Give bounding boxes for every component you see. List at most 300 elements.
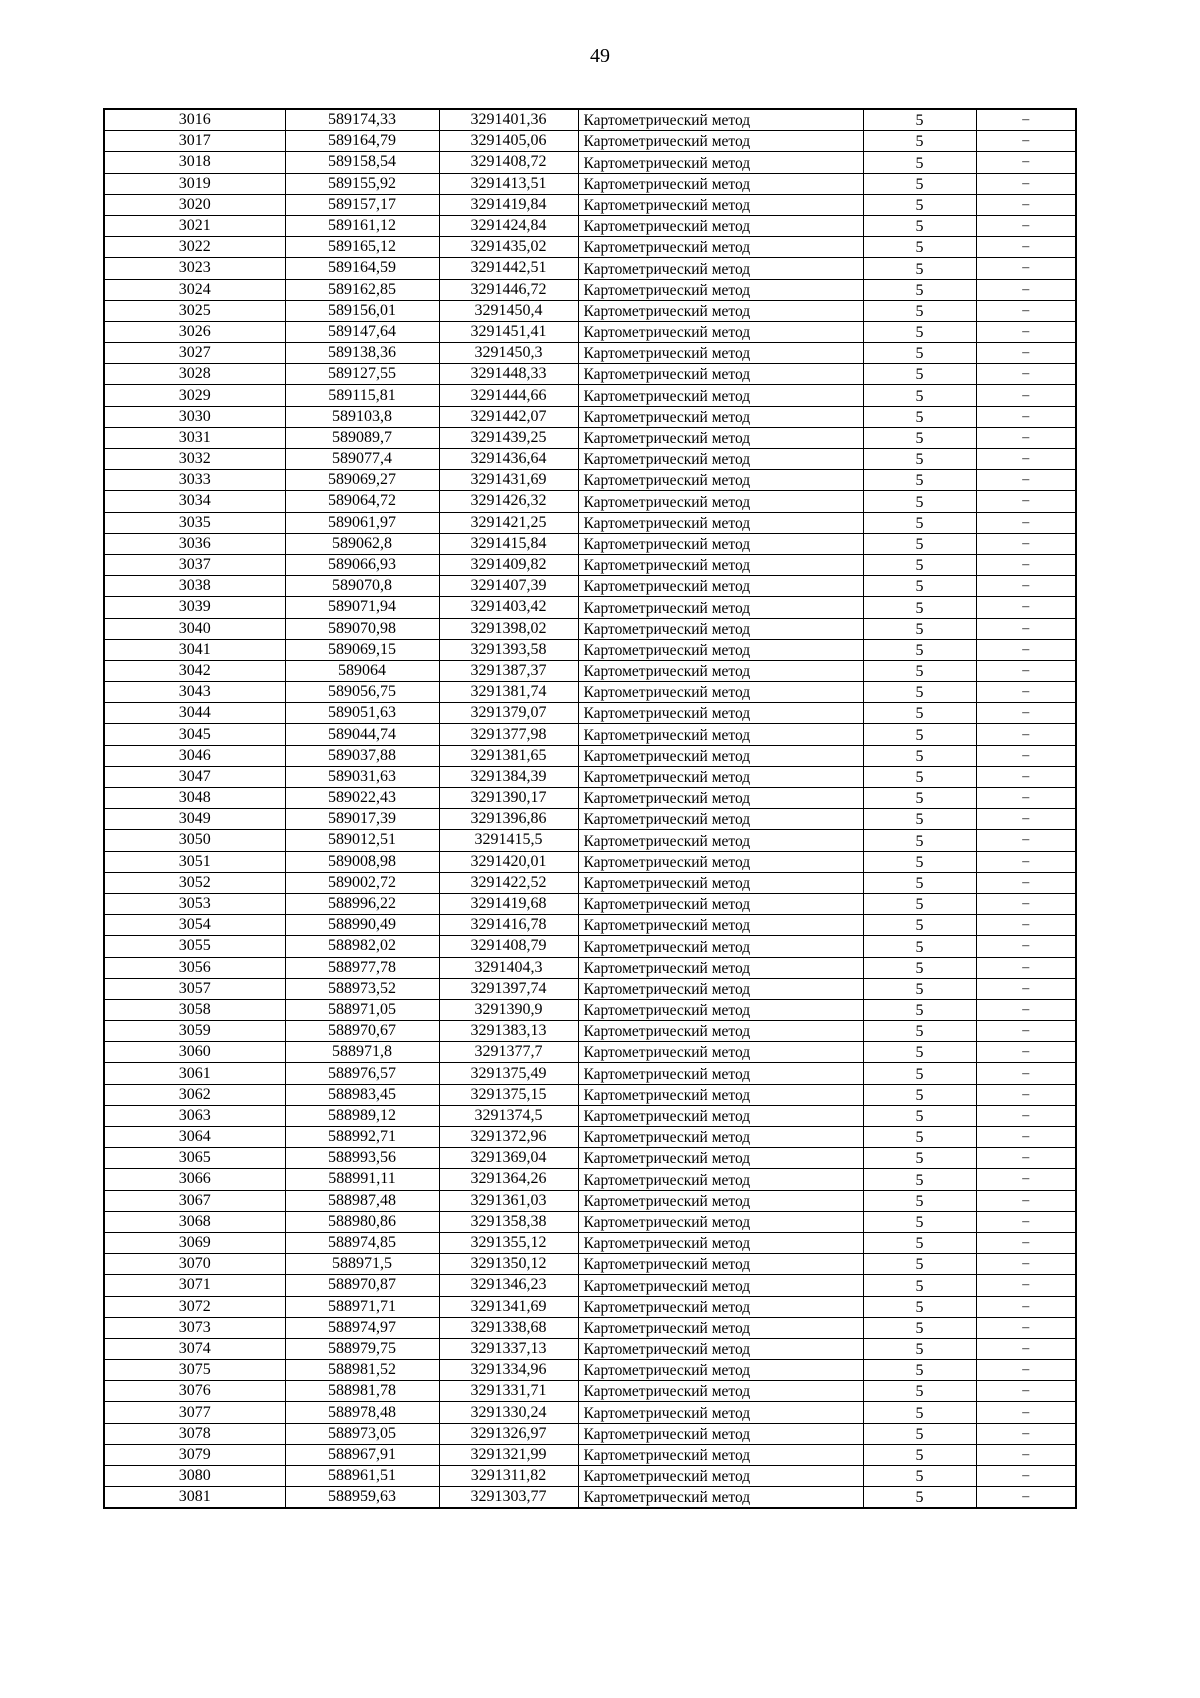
accuracy-cell: 5 xyxy=(863,364,976,385)
accuracy-cell: 5 xyxy=(863,618,976,639)
y-coordinate-cell: 3291372,96 xyxy=(439,1127,578,1148)
accuracy-cell: 5 xyxy=(863,406,976,427)
method-cell: Картометрический метод xyxy=(578,109,863,131)
y-coordinate-cell: 3291384,39 xyxy=(439,766,578,787)
y-coordinate-cell: 3291448,33 xyxy=(439,364,578,385)
table-row xyxy=(104,385,1076,406)
x-coordinate-cell: 588978,48 xyxy=(285,1402,439,1423)
method-cell: Картометрический метод xyxy=(578,554,863,575)
point-number-cell: 3060 xyxy=(104,1042,285,1063)
note-cell: – xyxy=(976,533,1076,554)
page-number: 49 xyxy=(590,45,610,67)
point-number-cell: 3077 xyxy=(104,1402,285,1423)
table-row xyxy=(104,1254,1076,1275)
note-cell: – xyxy=(976,597,1076,618)
x-coordinate-cell: 589070,8 xyxy=(285,576,439,597)
table-row xyxy=(104,1360,1076,1381)
y-coordinate-cell: 3291420,01 xyxy=(439,851,578,872)
note-cell: – xyxy=(976,237,1076,258)
point-number-cell: 3067 xyxy=(104,1190,285,1211)
x-coordinate-cell: 588982,02 xyxy=(285,936,439,957)
table-row xyxy=(104,999,1076,1020)
point-number-cell: 3053 xyxy=(104,893,285,914)
accuracy-cell: 5 xyxy=(863,1317,976,1338)
point-number-cell: 3041 xyxy=(104,639,285,660)
x-coordinate-cell: 588992,71 xyxy=(285,1127,439,1148)
table-row xyxy=(104,1190,1076,1211)
method-cell: Картометрический метод xyxy=(578,279,863,300)
y-coordinate-cell: 3291419,84 xyxy=(439,194,578,215)
table-row xyxy=(104,1063,1076,1084)
point-number-cell: 3081 xyxy=(104,1487,285,1509)
table-row xyxy=(104,660,1076,681)
method-cell: Картометрический метод xyxy=(578,449,863,470)
point-number-cell: 3080 xyxy=(104,1466,285,1487)
note-cell: – xyxy=(976,321,1076,342)
x-coordinate-cell: 589017,39 xyxy=(285,809,439,830)
accuracy-cell: 5 xyxy=(863,1211,976,1232)
accuracy-cell: 5 xyxy=(863,766,976,787)
accuracy-cell: 5 xyxy=(863,1381,976,1402)
accuracy-cell: 5 xyxy=(863,639,976,660)
x-coordinate-cell: 589174,33 xyxy=(285,109,439,131)
point-number-cell: 3031 xyxy=(104,427,285,448)
accuracy-cell: 5 xyxy=(863,533,976,554)
note-cell: – xyxy=(976,1148,1076,1169)
point-number-cell: 3039 xyxy=(104,597,285,618)
note-cell: – xyxy=(976,554,1076,575)
point-number-cell: 3072 xyxy=(104,1296,285,1317)
table-row xyxy=(104,1211,1076,1232)
point-number-cell: 3045 xyxy=(104,724,285,745)
x-coordinate-cell: 589031,63 xyxy=(285,766,439,787)
point-number-cell: 3063 xyxy=(104,1105,285,1126)
x-coordinate-cell: 589138,36 xyxy=(285,343,439,364)
point-number-cell: 3032 xyxy=(104,449,285,470)
point-number-cell: 3046 xyxy=(104,745,285,766)
accuracy-cell: 5 xyxy=(863,872,976,893)
method-cell: Картометрический метод xyxy=(578,724,863,745)
method-cell: Картометрический метод xyxy=(578,1211,863,1232)
x-coordinate-cell: 589071,94 xyxy=(285,597,439,618)
point-number-cell: 3021 xyxy=(104,215,285,236)
x-coordinate-cell: 589022,43 xyxy=(285,788,439,809)
y-coordinate-cell: 3291451,41 xyxy=(439,321,578,342)
y-coordinate-cell: 3291431,69 xyxy=(439,470,578,491)
method-cell: Картометрический метод xyxy=(578,237,863,258)
x-coordinate-cell: 589158,54 xyxy=(285,152,439,173)
y-coordinate-cell: 3291436,64 xyxy=(439,449,578,470)
note-cell: – xyxy=(976,1444,1076,1465)
method-cell: Картометрический метод xyxy=(578,978,863,999)
point-number-cell: 3055 xyxy=(104,936,285,957)
note-cell: – xyxy=(976,1423,1076,1444)
point-number-cell: 3069 xyxy=(104,1232,285,1253)
x-coordinate-cell: 589051,63 xyxy=(285,703,439,724)
note-cell: – xyxy=(976,1338,1076,1359)
y-coordinate-cell: 3291439,25 xyxy=(439,427,578,448)
note-cell: – xyxy=(976,618,1076,639)
table-row xyxy=(104,1402,1076,1423)
method-cell: Картометрический метод xyxy=(578,491,863,512)
method-cell: Картометрический метод xyxy=(578,427,863,448)
table-row xyxy=(104,1148,1076,1169)
x-coordinate-cell: 589061,97 xyxy=(285,512,439,533)
table-row xyxy=(104,321,1076,342)
method-cell: Картометрический метод xyxy=(578,809,863,830)
x-coordinate-cell: 588981,78 xyxy=(285,1381,439,1402)
point-number-cell: 3050 xyxy=(104,830,285,851)
accuracy-cell: 5 xyxy=(863,109,976,131)
accuracy-cell: 5 xyxy=(863,152,976,173)
accuracy-cell: 5 xyxy=(863,1105,976,1126)
x-coordinate-cell: 588989,12 xyxy=(285,1105,439,1126)
note-cell: – xyxy=(976,1402,1076,1423)
accuracy-cell: 5 xyxy=(863,957,976,978)
note-cell: – xyxy=(976,1105,1076,1126)
note-cell: – xyxy=(976,109,1076,131)
table-row xyxy=(104,1487,1076,1509)
coordinates-table-body xyxy=(104,109,1076,1508)
method-cell: Картометрический метод xyxy=(578,830,863,851)
table-row xyxy=(104,851,1076,872)
note-cell: – xyxy=(976,1232,1076,1253)
accuracy-cell: 5 xyxy=(863,1127,976,1148)
point-number-cell: 3078 xyxy=(104,1423,285,1444)
table-row xyxy=(104,152,1076,173)
method-cell: Картометрический метод xyxy=(578,872,863,893)
point-number-cell: 3065 xyxy=(104,1148,285,1169)
accuracy-cell: 5 xyxy=(863,745,976,766)
x-coordinate-cell: 588990,49 xyxy=(285,915,439,936)
x-coordinate-cell: 589064 xyxy=(285,660,439,681)
method-cell: Картометрический метод xyxy=(578,1127,863,1148)
method-cell: Картометрический метод xyxy=(578,851,863,872)
table-row xyxy=(104,893,1076,914)
accuracy-cell: 5 xyxy=(863,724,976,745)
y-coordinate-cell: 3291408,79 xyxy=(439,936,578,957)
point-number-cell: 3048 xyxy=(104,788,285,809)
note-cell: – xyxy=(976,1254,1076,1275)
y-coordinate-cell: 3291397,74 xyxy=(439,978,578,999)
y-coordinate-cell: 3291442,51 xyxy=(439,258,578,279)
y-coordinate-cell: 3291379,07 xyxy=(439,703,578,724)
table-row xyxy=(104,639,1076,660)
note-cell: – xyxy=(976,1381,1076,1402)
y-coordinate-cell: 3291413,51 xyxy=(439,173,578,194)
x-coordinate-cell: 588970,87 xyxy=(285,1275,439,1296)
accuracy-cell: 5 xyxy=(863,1360,976,1381)
note-cell: – xyxy=(976,364,1076,385)
x-coordinate-cell: 588991,11 xyxy=(285,1169,439,1190)
method-cell: Картометрический метод xyxy=(578,1042,863,1063)
method-cell: Картометрический метод xyxy=(578,385,863,406)
y-coordinate-cell: 3291374,5 xyxy=(439,1105,578,1126)
y-coordinate-cell: 3291407,39 xyxy=(439,576,578,597)
x-coordinate-cell: 588970,67 xyxy=(285,1021,439,1042)
point-number-cell: 3076 xyxy=(104,1381,285,1402)
y-coordinate-cell: 3291321,99 xyxy=(439,1444,578,1465)
accuracy-cell: 5 xyxy=(863,851,976,872)
method-cell: Картометрический метод xyxy=(578,321,863,342)
note-cell: – xyxy=(976,682,1076,703)
note-cell: – xyxy=(976,385,1076,406)
accuracy-cell: 5 xyxy=(863,215,976,236)
table-row xyxy=(104,512,1076,533)
y-coordinate-cell: 3291390,17 xyxy=(439,788,578,809)
y-coordinate-cell: 3291396,86 xyxy=(439,809,578,830)
method-cell: Картометрический метод xyxy=(578,1381,863,1402)
y-coordinate-cell: 3291450,4 xyxy=(439,300,578,321)
note-cell: – xyxy=(976,915,1076,936)
table-row xyxy=(104,597,1076,618)
method-cell: Картометрический метод xyxy=(578,682,863,703)
accuracy-cell: 5 xyxy=(863,279,976,300)
y-coordinate-cell: 3291424,84 xyxy=(439,215,578,236)
point-number-cell: 3059 xyxy=(104,1021,285,1042)
accuracy-cell: 5 xyxy=(863,194,976,215)
note-cell: – xyxy=(976,745,1076,766)
method-cell: Картометрический метод xyxy=(578,533,863,554)
y-coordinate-cell: 3291338,68 xyxy=(439,1317,578,1338)
x-coordinate-cell: 588971,5 xyxy=(285,1254,439,1275)
note-cell: – xyxy=(976,1169,1076,1190)
method-cell: Картометрический метод xyxy=(578,194,863,215)
note-cell: – xyxy=(976,470,1076,491)
table-row xyxy=(104,1042,1076,1063)
note-cell: – xyxy=(976,215,1076,236)
method-cell: Картометрический метод xyxy=(578,1105,863,1126)
table-row xyxy=(104,957,1076,978)
note-cell: – xyxy=(976,978,1076,999)
x-coordinate-cell: 588973,52 xyxy=(285,978,439,999)
note-cell: – xyxy=(976,1084,1076,1105)
method-cell: Картометрический метод xyxy=(578,703,863,724)
accuracy-cell: 5 xyxy=(863,809,976,830)
y-coordinate-cell: 3291403,42 xyxy=(439,597,578,618)
point-number-cell: 3062 xyxy=(104,1084,285,1105)
y-coordinate-cell: 3291381,74 xyxy=(439,682,578,703)
note-cell: – xyxy=(976,809,1076,830)
table-row xyxy=(104,978,1076,999)
table-row xyxy=(104,1444,1076,1465)
table-row xyxy=(104,343,1076,364)
table-row xyxy=(104,576,1076,597)
point-number-cell: 3023 xyxy=(104,258,285,279)
accuracy-cell: 5 xyxy=(863,491,976,512)
accuracy-cell: 5 xyxy=(863,1296,976,1317)
method-cell: Картометрический метод xyxy=(578,152,863,173)
note-cell: – xyxy=(976,491,1076,512)
y-coordinate-cell: 3291334,96 xyxy=(439,1360,578,1381)
method-cell: Картометрический метод xyxy=(578,936,863,957)
note-cell: – xyxy=(976,766,1076,787)
point-number-cell: 3043 xyxy=(104,682,285,703)
method-cell: Картометрический метод xyxy=(578,1466,863,1487)
accuracy-cell: 5 xyxy=(863,1063,976,1084)
y-coordinate-cell: 3291383,13 xyxy=(439,1021,578,1042)
accuracy-cell: 5 xyxy=(863,1148,976,1169)
table-row xyxy=(104,724,1076,745)
x-coordinate-cell: 589162,85 xyxy=(285,279,439,300)
y-coordinate-cell: 3291405,06 xyxy=(439,131,578,152)
x-coordinate-cell: 588971,8 xyxy=(285,1042,439,1063)
point-number-cell: 3029 xyxy=(104,385,285,406)
x-coordinate-cell: 589056,75 xyxy=(285,682,439,703)
method-cell: Картометрический метод xyxy=(578,766,863,787)
table-row xyxy=(104,258,1076,279)
point-number-cell: 3064 xyxy=(104,1127,285,1148)
table-row xyxy=(104,109,1076,131)
accuracy-cell: 5 xyxy=(863,237,976,258)
accuracy-cell: 5 xyxy=(863,385,976,406)
method-cell: Картометрический метод xyxy=(578,258,863,279)
x-coordinate-cell: 589164,59 xyxy=(285,258,439,279)
y-coordinate-cell: 3291337,13 xyxy=(439,1338,578,1359)
method-cell: Картометрический метод xyxy=(578,1254,863,1275)
y-coordinate-cell: 3291346,23 xyxy=(439,1275,578,1296)
accuracy-cell: 5 xyxy=(863,703,976,724)
table-row xyxy=(104,1021,1076,1042)
x-coordinate-cell: 588974,97 xyxy=(285,1317,439,1338)
method-cell: Картометрический метод xyxy=(578,576,863,597)
y-coordinate-cell: 3291326,97 xyxy=(439,1423,578,1444)
accuracy-cell: 5 xyxy=(863,682,976,703)
table-row xyxy=(104,936,1076,957)
method-cell: Картометрический метод xyxy=(578,1063,863,1084)
point-number-cell: 3022 xyxy=(104,237,285,258)
point-number-cell: 3066 xyxy=(104,1169,285,1190)
accuracy-cell: 5 xyxy=(863,576,976,597)
y-coordinate-cell: 3291421,25 xyxy=(439,512,578,533)
method-cell: Картометрический метод xyxy=(578,364,863,385)
y-coordinate-cell: 3291387,37 xyxy=(439,660,578,681)
x-coordinate-cell: 589077,4 xyxy=(285,449,439,470)
note-cell: – xyxy=(976,279,1076,300)
point-number-cell: 3027 xyxy=(104,343,285,364)
method-cell: Картометрический метод xyxy=(578,957,863,978)
y-coordinate-cell: 3291398,02 xyxy=(439,618,578,639)
y-coordinate-cell: 3291422,52 xyxy=(439,872,578,893)
accuracy-cell: 5 xyxy=(863,915,976,936)
point-number-cell: 3051 xyxy=(104,851,285,872)
y-coordinate-cell: 3291393,58 xyxy=(439,639,578,660)
point-number-cell: 3019 xyxy=(104,173,285,194)
y-coordinate-cell: 3291331,71 xyxy=(439,1381,578,1402)
method-cell: Картометрический метод xyxy=(578,1317,863,1338)
accuracy-cell: 5 xyxy=(863,597,976,618)
table-row xyxy=(104,427,1076,448)
table-row xyxy=(104,830,1076,851)
table-row xyxy=(104,745,1076,766)
point-number-cell: 3071 xyxy=(104,1275,285,1296)
accuracy-cell: 5 xyxy=(863,1232,976,1253)
accuracy-cell: 5 xyxy=(863,893,976,914)
method-cell: Картометрический метод xyxy=(578,300,863,321)
table-row xyxy=(104,279,1076,300)
note-cell: – xyxy=(976,194,1076,215)
accuracy-cell: 5 xyxy=(863,1254,976,1275)
accuracy-cell: 5 xyxy=(863,1021,976,1042)
note-cell: – xyxy=(976,851,1076,872)
accuracy-cell: 5 xyxy=(863,1487,976,1509)
accuracy-cell: 5 xyxy=(863,258,976,279)
x-coordinate-cell: 589044,74 xyxy=(285,724,439,745)
accuracy-cell: 5 xyxy=(863,321,976,342)
y-coordinate-cell: 3291408,72 xyxy=(439,152,578,173)
point-number-cell: 3036 xyxy=(104,533,285,554)
x-coordinate-cell: 589064,72 xyxy=(285,491,439,512)
note-cell: – xyxy=(976,449,1076,470)
table-row xyxy=(104,449,1076,470)
note-cell: – xyxy=(976,152,1076,173)
note-cell: – xyxy=(976,406,1076,427)
table-row xyxy=(104,1338,1076,1359)
accuracy-cell: 5 xyxy=(863,1423,976,1444)
table-row xyxy=(104,809,1076,830)
method-cell: Картометрический метод xyxy=(578,1232,863,1253)
y-coordinate-cell: 3291358,38 xyxy=(439,1211,578,1232)
accuracy-cell: 5 xyxy=(863,999,976,1020)
x-coordinate-cell: 589161,12 xyxy=(285,215,439,236)
point-number-cell: 3047 xyxy=(104,766,285,787)
y-coordinate-cell: 3291364,26 xyxy=(439,1169,578,1190)
accuracy-cell: 5 xyxy=(863,936,976,957)
note-cell: – xyxy=(976,173,1076,194)
y-coordinate-cell: 3291311,82 xyxy=(439,1466,578,1487)
note-cell: – xyxy=(976,1317,1076,1338)
note-cell: – xyxy=(976,1360,1076,1381)
point-number-cell: 3040 xyxy=(104,618,285,639)
method-cell: Картометрический метод xyxy=(578,1084,863,1105)
accuracy-cell: 5 xyxy=(863,830,976,851)
x-coordinate-cell: 589103,8 xyxy=(285,406,439,427)
x-coordinate-cell: 589069,15 xyxy=(285,639,439,660)
method-cell: Картометрический метод xyxy=(578,173,863,194)
x-coordinate-cell: 589147,64 xyxy=(285,321,439,342)
x-coordinate-cell: 589012,51 xyxy=(285,830,439,851)
accuracy-cell: 5 xyxy=(863,343,976,364)
accuracy-cell: 5 xyxy=(863,1042,976,1063)
y-coordinate-cell: 3291409,82 xyxy=(439,554,578,575)
accuracy-cell: 5 xyxy=(863,1444,976,1465)
method-cell: Картометрический метод xyxy=(578,1338,863,1359)
method-cell: Картометрический метод xyxy=(578,1148,863,1169)
accuracy-cell: 5 xyxy=(863,300,976,321)
note-cell: – xyxy=(976,724,1076,745)
method-cell: Картометрический метод xyxy=(578,406,863,427)
x-coordinate-cell: 588981,52 xyxy=(285,1360,439,1381)
point-number-cell: 3058 xyxy=(104,999,285,1020)
x-coordinate-cell: 588971,71 xyxy=(285,1296,439,1317)
point-number-cell: 3020 xyxy=(104,194,285,215)
accuracy-cell: 5 xyxy=(863,978,976,999)
method-cell: Картометрический метод xyxy=(578,1423,863,1444)
table-row xyxy=(104,1317,1076,1338)
note-cell: – xyxy=(976,1487,1076,1509)
point-number-cell: 3049 xyxy=(104,809,285,830)
x-coordinate-cell: 588993,56 xyxy=(285,1148,439,1169)
x-coordinate-cell: 588987,48 xyxy=(285,1190,439,1211)
table-row xyxy=(104,1105,1076,1126)
note-cell: – xyxy=(976,639,1076,660)
y-coordinate-cell: 3291446,72 xyxy=(439,279,578,300)
table-row xyxy=(104,872,1076,893)
table-row xyxy=(104,237,1076,258)
note-cell: – xyxy=(976,703,1076,724)
coordinates-table xyxy=(103,108,1077,1509)
y-coordinate-cell: 3291377,7 xyxy=(439,1042,578,1063)
